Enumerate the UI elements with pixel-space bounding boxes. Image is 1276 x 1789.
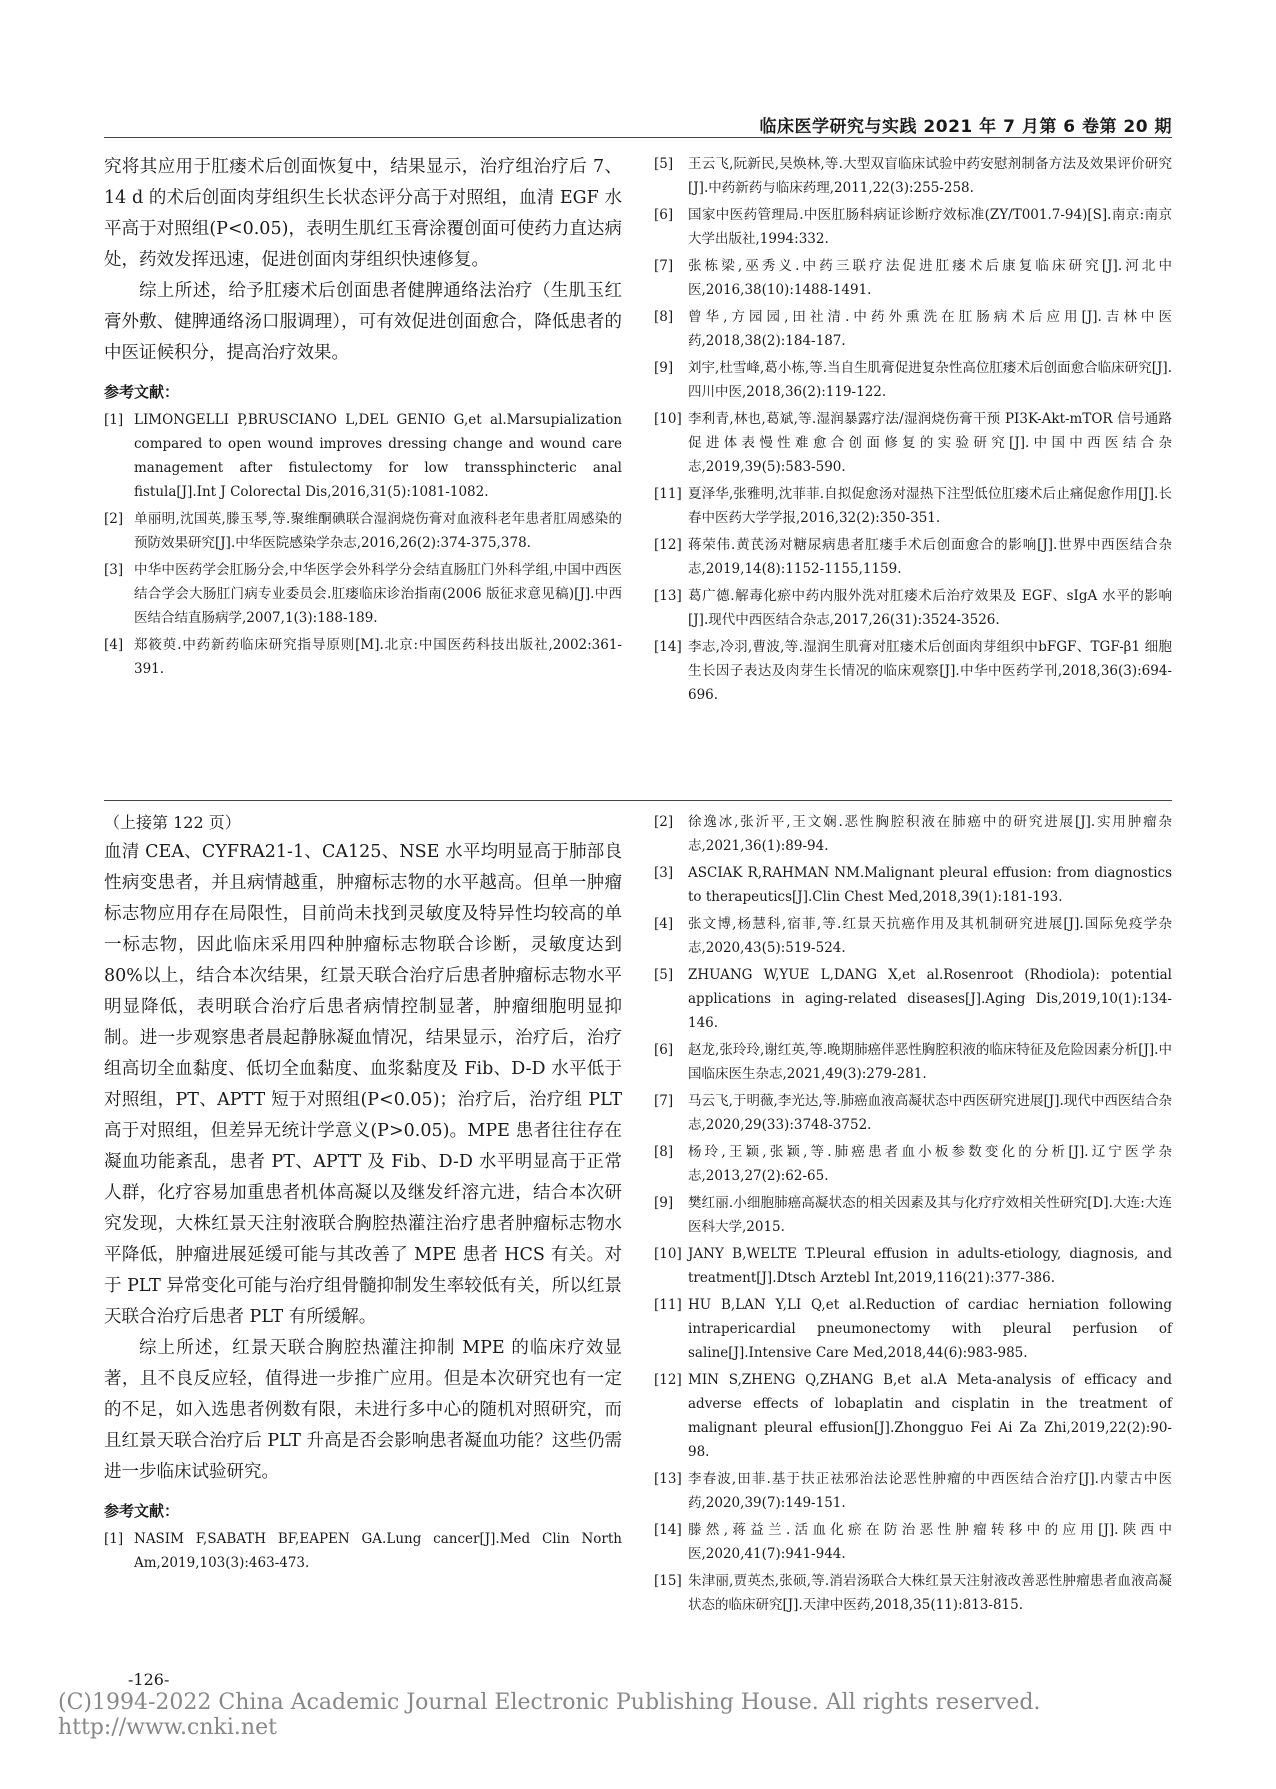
- reference-number: [5]: [654, 156, 674, 172]
- reference-text: 国家中医药管理局.中医肛肠科病证诊断疗效标准(ZY/T001.7-94)[S].南京:南京大学出版社,1994:332.: [688, 207, 1172, 247]
- reference-text: HU B,LAN Y,LI Q,et al.Reduction of cardiac herniation following intrapericardial pneumonectomy with pleural perfusion of saline[J].Intensive Care Med,2018,44(6):983-985.: [688, 1297, 1172, 1361]
- reference-number: [8]: [654, 1144, 674, 1160]
- reference-number: [4]: [654, 916, 674, 932]
- reference-number: [12]: [654, 537, 682, 553]
- reference-item: [654, 1191, 1172, 1239]
- body-paragraph: 综上所述，红景天联合胸腔热灌注抑制 MPE 的临床疗效显著，且不良反应轻，值得进一步推广应用。但是本次研究也有一定的不足，如入选患者例数有限，未进行多中心的随机对照研究，而且红景天联合治疗后 PLT 升高是否会影响患者凝血功能？这些仍需进一步临床试验研究。: [104, 1338, 622, 1482]
- reference-text: 樊红丽.小细胞肺癌高凝状态的相关因素及其与化疗疗效相关性研究[D].大连:大连医科大学,2015.: [688, 1195, 1172, 1235]
- reference-item: [654, 810, 1172, 858]
- reference-text: 李春波,田菲.基于扶正祛邪治法论恶性肿瘤的中西医结合治疗[J].内蒙古中医药,2020,39(7):149-151.: [688, 1471, 1172, 1511]
- references-heading: 参考文献：: [104, 383, 180, 401]
- reference-item: [654, 912, 1172, 960]
- reference-list: [654, 810, 1172, 1617]
- body-paragraph: 血清 CEA、CYFRA21-1、CA125、NSE 水平均明显高于肺部良性病变患者，并且病情越重，肿瘤标志物的水平越高。但单一肿瘤标志物应用存在局限性，目前尚未找到灵敏度及特异性均较高的单一标志物，因此临床采用四种肿瘤标志物联合诊断，灵敏度达到 80%以上，结合本次结果，红景天联合治疗后患者肿瘤标志物水平明显降低，表明联合治疗后患者病情控制显著，肿瘤细胞明显抑制。进一步观察患者晨起静脉凝血情况，结果显示，治疗后，治疗组高切全血黏度、低切全血黏度、血浆黏度及 Fib、D-D 水平低于对照组，PT、APTT 短于对照组(P<0.05)；治疗后，治疗组 PLT 高于对照组，但差异无统计学意义(P>0.05)。MPE 患者往往存在凝血功能紊乱，患者 PT、APTT 及 Fib、D-D 水平明显高于正常人群，化疗容易加重患者机体高凝以及继发纤溶亢进，结合本次研究发现，大株红景天注射液联合胸腔热灌注治疗患者肿瘤标志物水平降低，肿瘤进展延缓可能与其改善了 MPE 患者 HCS 有关。对于 PLT 异常变化可能与治疗组骨髓抑制发生率较低有关，所以红景天联合治疗后患者 PLT 有所缓解。: [104, 842, 622, 1327]
- reference-number: [11]: [654, 486, 682, 502]
- reference-item: [654, 305, 1172, 353]
- reference-text: 中华中医药学会肛肠分会,中华医学会外科学分会结直肠肛门外科学组,中国中西医结合学会大肠肛门病专业委员会.肛瘘临床诊治指南(2006 版征求意见稿)[J].中西医结合结直肠病学,2007,1(3):188-189.: [134, 562, 622, 626]
- reference-item: [654, 584, 1172, 632]
- reference-text: 蒋荣伟.黄芪汤对糖尿病患者肛瘘手术后创面愈合的影响[J].世界中西医结合杂志,2019,14(8):1152-1155,1159.: [688, 537, 1172, 577]
- reference-item: [654, 1467, 1172, 1515]
- article-2-right-column: [654, 810, 1172, 1620]
- reference-item: [654, 533, 1172, 581]
- reference-item: [654, 1569, 1172, 1617]
- reference-number: [9]: [654, 360, 674, 376]
- article-2-left-column: [104, 810, 622, 1578]
- reference-item: [104, 1527, 622, 1575]
- reference-text: NASIM F,SABATH BF,EAPEN GA.Lung cancer[J].Med Clin North Am,2019,103(3):463-473.: [134, 1531, 622, 1571]
- article-1-left-column: [104, 152, 622, 684]
- reference-item: [654, 1518, 1172, 1566]
- reference-item: [104, 558, 622, 630]
- reference-number: [14]: [654, 639, 682, 655]
- reference-item: [654, 1242, 1172, 1290]
- reference-item: [654, 861, 1172, 909]
- article-1-section: [104, 152, 1172, 794]
- body-paragraph: 综上所述，给予肛瘘术后创面患者健脾通络法治疗（生肌玉红膏外敷、健脾通络汤口服调理），可有效促进创面愈合，降低患者的中医证候积分，提高治疗效果。: [104, 281, 622, 363]
- header-rule: [104, 137, 1172, 138]
- reference-text: 刘宇,杜雪峰,葛小栋,等.当自生肌膏促进复杂性高位肛瘘术后创面愈合临床研究[J].四川中医,2018,36(2):119-122.: [688, 360, 1172, 400]
- reference-text: 李利青,林也,葛斌,等.湿润暴露疗法/湿润烧伤膏干预 PI3K-Akt-mTOR 信号通路促进体表慢性难愈合创面修复的实验研究[J].中国中西医结合杂志,2019,39(5):583-590.: [688, 411, 1172, 475]
- reference-number: [12]: [654, 1372, 682, 1388]
- reference-text: 杨玲,王颖,张颖,等.肺癌患者血小板参数变化的分析[J].辽宁医学杂志,2013,27(2):62-65.: [688, 1144, 1172, 1184]
- reference-number: [7]: [654, 1093, 674, 1109]
- reference-item: [654, 203, 1172, 251]
- reference-number: [2]: [104, 511, 124, 527]
- reference-number: [3]: [104, 562, 124, 578]
- journal-header: 临床医学研究与实践 2021 年 7 月第 6 卷第 20 期: [759, 117, 1172, 137]
- reference-list: [654, 152, 1172, 707]
- reference-item: [654, 1038, 1172, 1086]
- reference-number: [7]: [654, 258, 674, 274]
- reference-number: [3]: [654, 865, 674, 881]
- reference-list: [104, 1527, 622, 1575]
- reference-text: 李志,冷羽,曹波,等.湿润生肌膏对肛瘘术后创面肉芽组织中bFGF、TGF-β1 细胞生长因子表达及肉芽生长情况的临床观察[J].中华中医药学刊,2018,36(3):694-696.: [688, 639, 1172, 703]
- reference-number: [8]: [654, 309, 674, 325]
- copyright-footer: (C)1994-2022 China Academic Journal Electronic Publishing House. All rights reserved. http://www.cnki.net: [58, 1690, 1041, 1740]
- reference-item: [104, 507, 622, 555]
- reference-text: 赵龙,张玲玲,谢红英,等.晚期肺癌伴恶性胸腔积液的临床特征及危险因素分析[J].中国临床医生杂志,2021,49(3):279-281.: [688, 1042, 1172, 1082]
- reference-text: 葛广德.解毒化瘀中药内服外洗对肛瘘术后治疗效果及 EGF、sIgA 水平的影响[J].现代中西医结合杂志,2017,26(31):3524-3526.: [688, 588, 1172, 628]
- reference-text: 张栋梁,巫秀义.中药三联疗法促进肛瘘术后康复临床研究[J].河北中医,2016,38(10):1488-1491.: [688, 258, 1172, 298]
- reference-number: [6]: [654, 1042, 674, 1058]
- reference-number: [5]: [654, 967, 674, 983]
- reference-item: [654, 635, 1172, 707]
- section-divider: [104, 800, 1172, 801]
- reference-number: [1]: [104, 1531, 124, 1547]
- reference-item: [104, 633, 622, 681]
- article-1-right-column: [654, 152, 1172, 710]
- reference-text: 徐逸冰,张沂平,王文娴.恶性胸腔积液在肺癌中的研究进展[J].实用肿瘤杂志,2021,36(1):89-94.: [688, 814, 1172, 854]
- reference-text: 曾华,方园园,田社清.中药外熏洗在肛肠病术后应用[J].吉林中医药,2018,38(2):184-187.: [688, 309, 1172, 349]
- reference-text: 滕然,蒋益兰.活血化瘀在防治恶性肿瘤转移中的应用[J].陕西中医,2020,41(7):941-944.: [688, 1522, 1172, 1562]
- body-paragraph: 究将其应用于肛瘘术后创面恢复中，结果显示，治疗组治疗后 7、14 d 的术后创面肉芽组织生长状态评分高于对照组，血清 EGF 水平高于对照组(P<0.05)，表明生肌红玉膏涂覆创面可使药力直达病处，药效发挥迅速，促进创面肉芽组织快速修复。: [104, 157, 622, 270]
- reference-list: [104, 408, 622, 681]
- continued-from-note: （上接第 122 页）: [104, 813, 241, 832]
- reference-number: [9]: [654, 1195, 674, 1211]
- page-number: -126-: [128, 1670, 170, 1689]
- reference-number: [4]: [104, 637, 124, 653]
- reference-item: [654, 254, 1172, 302]
- reference-item: [654, 1089, 1172, 1137]
- reference-number: [6]: [654, 207, 674, 223]
- reference-item: [654, 1368, 1172, 1464]
- reference-item: [654, 356, 1172, 404]
- reference-text: MIN S,ZHENG Q,ZHANG B,et al.A Meta-analysis of efficacy and adverse effects of lobaplatin and cisplatin in the treatment of malignant pleural effusion[J].Zhongguo Fei Ai Za Zhi,2019,22(2):90-98.: [688, 1372, 1172, 1460]
- reference-text: 郑筱萸.中药新药临床研究指导原则[M].北京:中国医药科技出版社,2002:361-391.: [134, 637, 622, 677]
- reference-number: [1]: [104, 412, 124, 428]
- reference-number: [13]: [654, 588, 682, 604]
- reference-number: [10]: [654, 411, 682, 427]
- reference-item: [654, 1293, 1172, 1365]
- reference-number: [10]: [654, 1246, 682, 1262]
- reference-text: 马云飞,于明薇,李光达,等.肺癌血液高凝状态中西医研究进展[J].现代中西医结合杂志,2020,29(33):3748-3752.: [688, 1093, 1172, 1133]
- reference-text: 夏泽华,张雅明,沈菲菲.自拟促愈汤对湿热下注型低位肛瘘术后止痛促愈作用[J].长春中医药大学学报,2016,32(2):350-351.: [688, 486, 1172, 526]
- reference-number: [15]: [654, 1573, 682, 1589]
- reference-text: 王云飞,阮新民,吴焕林,等.大型双盲临床试验中药安慰剂制备方法及效果评价研究[J].中药新药与临床药理,2011,22(3):255-258.: [688, 156, 1172, 196]
- references-heading: 参考文献：: [104, 1502, 180, 1520]
- reference-item: [654, 482, 1172, 530]
- reference-text: 张文博,杨慧科,宿菲,等.红景天抗癌作用及其机制研究进展[J].国际免疫学杂志,2020,43(5):519-524.: [688, 916, 1172, 956]
- article-2-section: [104, 810, 1172, 1655]
- reference-text: ASCIAK R,RAHMAN NM.Malignant pleural effusion: from diagnostics to therapeutics[J].Clin Chest Med,2018,39(1):181-193.: [688, 865, 1172, 905]
- reference-text: LIMONGELLI P,BRUSCIANO L,DEL GENIO G,et al.Marsupialization compared to open wound improves dressing change and wound care management after fistulectomy for low transsphincteric anal fistula[J].Int J Colorectal Dis,2016,31(5):1081-1082.: [134, 412, 622, 500]
- reference-number: [14]: [654, 1522, 682, 1538]
- reference-number: [11]: [654, 1297, 682, 1313]
- reference-number: [2]: [654, 814, 674, 830]
- reference-text: 单丽明,沈国英,滕玉琴,等.聚维酮碘联合湿润烧伤膏对血液科老年患者肛周感染的预防效果研究[J].中华医院感染学杂志,2016,26(2):374-375,378.: [134, 511, 622, 551]
- reference-item: [654, 152, 1172, 200]
- reference-number: [13]: [654, 1471, 682, 1487]
- reference-item: [654, 963, 1172, 1035]
- reference-text: ZHUANG W,YUE L,DANG X,et al.Rosenroot (Rhodiola): potential applications in aging-related diseases[J].Aging Dis,2019,10(1):134-146.: [688, 967, 1172, 1031]
- reference-text: 朱津丽,贾英杰,张硕,等.消岩汤联合大株红景天注射液改善恶性肿瘤患者血液高凝状态的临床研究[J].天津中医药,2018,35(11):813-815.: [688, 1573, 1172, 1613]
- reference-item: [104, 408, 622, 504]
- reference-item: [654, 1140, 1172, 1188]
- reference-text: JANY B,WELTE T.Pleural effusion in adults-etiology, diagnosis, and treatment[J].Dtsch Arztebl Int,2019,116(21):377-386.: [688, 1246, 1172, 1286]
- reference-item: [654, 407, 1172, 479]
